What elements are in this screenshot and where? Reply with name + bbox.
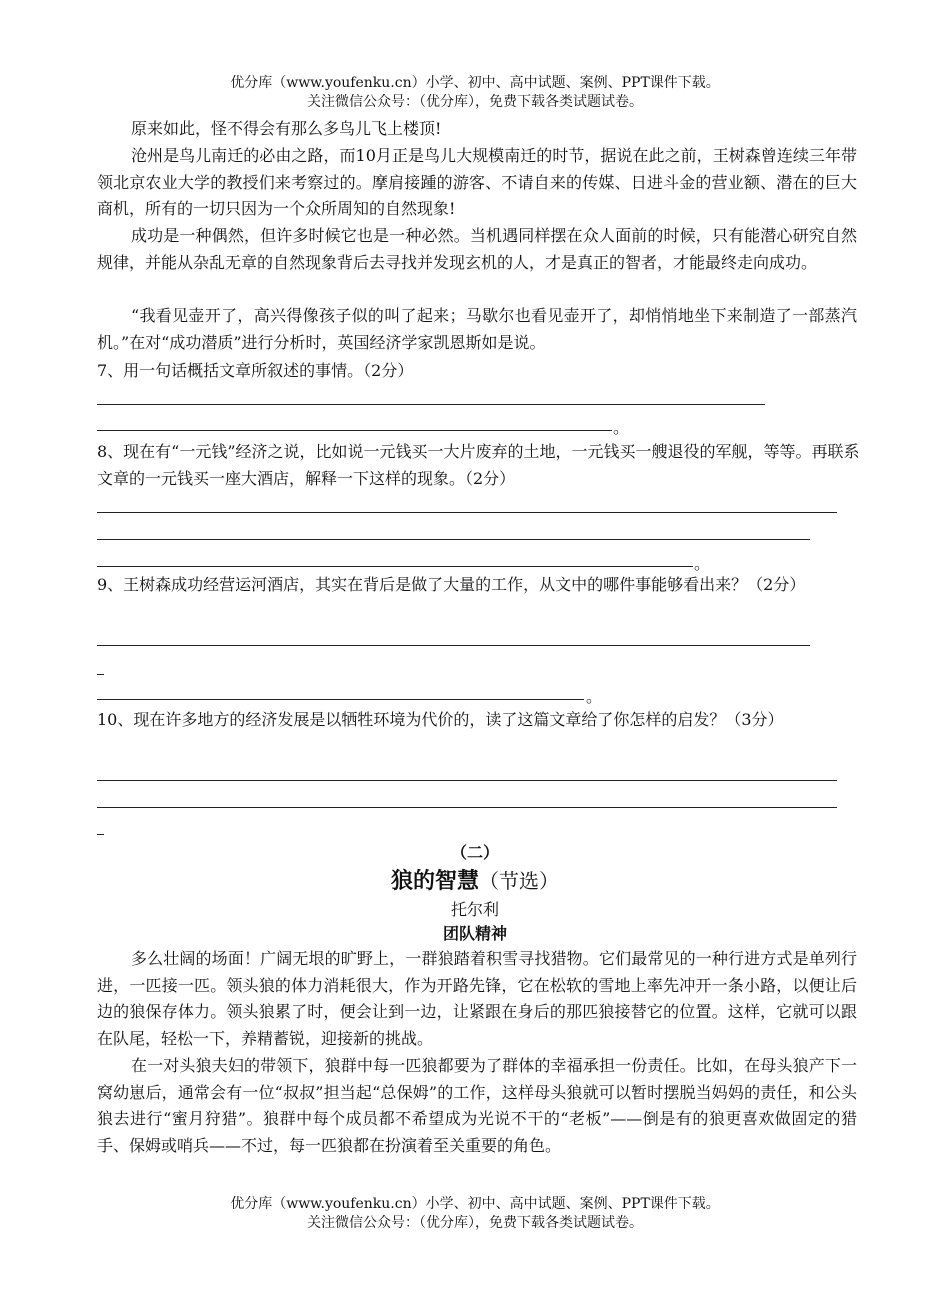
section-number: （二）	[450, 843, 499, 862]
article-paragraph-2: 在一对头狼夫妇的带领下，狼群中每一匹狼都要为了群体的幸福承担一份责任。比如，在母头狼产下一窝幼崽后，通常会有一位“叔叔”担当起“总保姆”的工作，这样母头狼就可以暂时摆脱当妈妈的责任，和公头狼去进行“蜜月狩猎”。狼群中每个成员都不希望成为光说不干的“老板”——倒是有的狼更喜欢做固定的猎手、保姆或哨兵——不过，每一匹狼都在扮演着至关重要的角色。	[97, 1056, 857, 1155]
answer-line[interactable]	[97, 512, 837, 513]
article-author: 托尔利	[450, 900, 499, 919]
question-8: 8、现在有“一元钱”经济之说，比如说一元钱买一大片废弃的土地，一元钱买一艘退役的军舰，等等。再联系文章的一元钱买一座大酒店，解释一下这样的现象。（2分）	[97, 442, 860, 488]
question-10: 10、现在许多地方的经济发展是以牺牲环境为代价的，读了这篇文章给了你怎样的启发？（3分）	[97, 710, 784, 729]
footer-line-2: 关注微信公众号：（优分库），免费下载各类试题试卷。	[307, 1215, 643, 1231]
period-mark: 。	[613, 418, 630, 437]
article-title-note: （节选）	[479, 869, 559, 893]
answer-line[interactable]	[97, 404, 765, 405]
article-title-text: 狼的智慧	[390, 868, 479, 894]
period-mark: 。	[586, 687, 603, 706]
passage-paragraph-1: 原来如此，怪不得会有那么多鸟儿飞上楼顶!	[131, 119, 442, 138]
question-9: 9、王树森成功经营运河酒店，其实在背后是做了大量的工作，从文中的哪件事能够看出来？（2分）	[97, 575, 806, 594]
header-line-2: 关注微信公众号：（优分库），免费下载各类试题试卷。	[307, 94, 643, 110]
article-title	[0, 866, 950, 896]
answer-line[interactable]	[97, 645, 810, 646]
answer-line-stub	[97, 834, 104, 835]
header-line-1: 优分库（www.youfenku.cn）小学、初中、高中试题、案例、PPT课件下载。	[230, 75, 720, 91]
passage-paragraph-4: “我看见壶开了，高兴得像孩子似的叫了起来；马歇尔也看见壶开了，却悄悄地坐下来制造了一部蒸汽机。”在对“成功潜质”进行分析时，英国经济学家凯恩斯如是说。	[97, 306, 857, 352]
period-mark: 。	[694, 554, 711, 573]
answer-line[interactable]	[97, 699, 584, 700]
answer-line[interactable]	[97, 566, 693, 567]
passage-paragraph-3: 成功是一种偶然，但许多时候它也是一种必然。当机遇同样摆在众人面前的时候，只有能潜心研究自然规律，并能从杂乱无章的自然现象背后去寻找并发现玄机的人，才是真正的智者，才能最终走向成功。	[97, 226, 857, 272]
question-7: 7、用一句话概括文章所叙述的事情。（2分）	[97, 361, 414, 380]
answer-line[interactable]	[97, 430, 612, 431]
answer-line[interactable]	[97, 807, 837, 808]
article-subtitle: 团队精神	[442, 924, 507, 943]
answer-line[interactable]	[97, 780, 837, 781]
article-paragraph-1: 多么壮阔的场面！广阔无垠的旷野上，一群狼踏着积雪寻找猎物。它们最常见的一种行进方式是单列行进，一匹接一匹。领头狼的体力消耗很大，作为开路先锋，它在松软的雪地上率先冲开一条小路，以便让后边的狼保存体力。领头狼累了时，便会让到一边，让紧跟在身后的那匹狼接替它的位置。这样，它就可以跟在队尾，轻松一下，养精蓄锐，迎接新的挑战。	[97, 949, 857, 1048]
answer-line[interactable]	[97, 539, 810, 540]
passage-paragraph-2: 沧州是鸟儿南迁的必由之路，而10月正是鸟儿大规模南迁的时节，据说在此之前，王树森曾连续三年带领北京农业大学的教授们来考察过的。摩肩接踵的游客、不请自来的传媒、日进斗金的营业额、潜在的巨大商机，所有的一切只因为一个众所周知的自然现象!	[97, 146, 857, 218]
footer-line-1: 优分库（www.youfenku.cn）小学、初中、高中试题、案例、PPT课件下载。	[230, 1196, 720, 1212]
answer-line-stub	[97, 674, 104, 675]
